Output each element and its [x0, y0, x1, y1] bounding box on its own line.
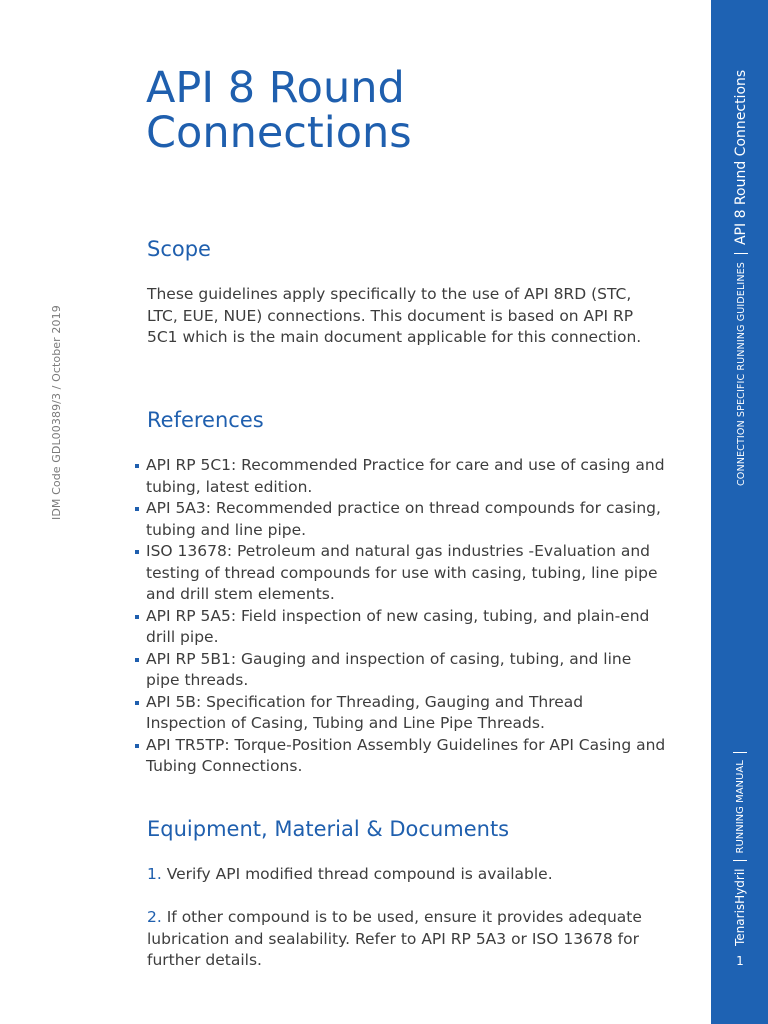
reference-text: API RP 5B1: Gauging and inspection of casing, tubing, and line pipe threads.	[146, 649, 632, 689]
brand-name: TenarisHydril	[733, 868, 747, 946]
references-heading: References	[147, 408, 264, 432]
reference-item	[128, 735, 668, 778]
reference-text: ISO 13678: Petroleum and natural gas industries -Evaluation and testing of thread compounds for use with casing, tubing, line pipe and drill stem elements.	[146, 542, 658, 603]
bullet-icon	[135, 615, 139, 619]
equipment-step-1	[147, 864, 647, 886]
equipment-heading: Equipment, Material & Documents	[147, 817, 510, 841]
manual-label: RUNNING MANUAL	[734, 760, 746, 854]
step-number: 2.	[147, 908, 162, 926]
reference-text: API TR5TP: Torque-Position Assembly Guidelines for API Casing and Tubing Connections.	[146, 735, 666, 775]
step-text: Verify API modified thread compound is available.	[166, 865, 553, 883]
reference-item	[128, 692, 668, 735]
guidelines-label: CONNECTION SPECIFIC RUNNING GUIDELINES	[735, 262, 747, 486]
bullet-icon	[135, 464, 139, 468]
sidebar-brand-label	[733, 745, 747, 946]
divider	[734, 253, 748, 254]
step-text: If other compound is to be used, ensure it provides adequate lubrication and sealability. Refer to API RP 5A3 or ISO 13678 for further details.	[147, 908, 642, 970]
bullet-icon	[135, 701, 139, 705]
reference-text: API RP 5C1: Recommended Practice for care and use of casing and tubing, latest edition.	[146, 456, 665, 496]
page-title	[146, 63, 686, 158]
bullet-icon	[135, 550, 139, 554]
bullet-icon	[135, 658, 139, 662]
title-line-1: API 8 Round	[146, 63, 405, 113]
reference-item	[128, 606, 668, 649]
scope-heading: Scope	[147, 237, 211, 261]
reference-item	[128, 498, 668, 541]
reference-item	[128, 455, 668, 498]
step-number: 1.	[147, 865, 162, 883]
bullet-icon	[135, 744, 139, 748]
divider	[733, 752, 747, 753]
reference-text: API 5B: Specification for Threading, Gauging and Thread Inspection of Casing, Tubing and Line Pipe Threads.	[146, 692, 584, 732]
divider	[733, 861, 747, 862]
equipment-step-2	[147, 907, 647, 972]
title-line-2: Connections	[146, 108, 412, 158]
scope-text: These guidelines apply specifically to the use of API 8RD (STC, LTC, EUE, NUE) connections. This document is based on API RP 5C1 which is the main document applicable for this connection.	[147, 285, 642, 347]
reference-text: API RP 5A5: Field inspection of new casing, tubing, and plain-end drill pipe.	[146, 606, 650, 646]
sidebar-section-title: API 8 Round Connections	[733, 69, 749, 246]
sidebar-section-label	[733, 70, 749, 486]
page-number: 1	[736, 954, 744, 968]
reference-text: API 5A3: Recommended practice on thread compounds for casing, tubing and line pipe.	[146, 499, 661, 539]
bullet-icon	[135, 507, 139, 511]
reference-item	[128, 541, 668, 606]
idm-code-label: IDM Code GDL00389/3 / October 2019	[50, 305, 63, 520]
reference-item	[128, 649, 668, 692]
references-list	[128, 455, 668, 778]
